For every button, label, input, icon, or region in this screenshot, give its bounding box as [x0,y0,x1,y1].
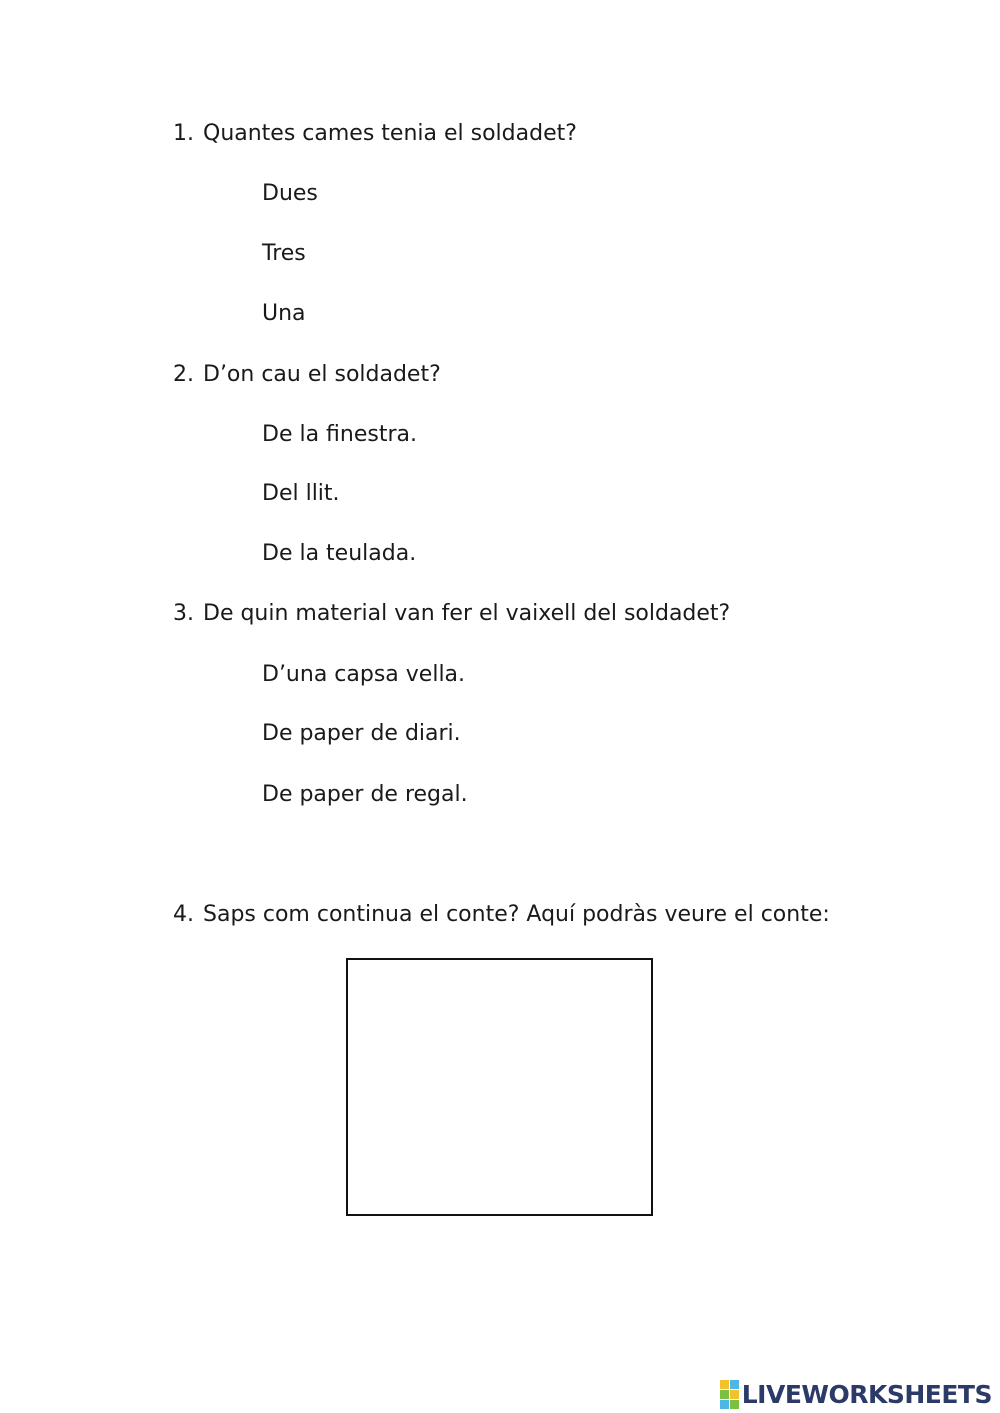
option-3-b[interactable]: De paper de diari. [262,721,461,746]
brand-text: LIVEWORKSHEETS [741,1379,992,1409]
question-number: 3. [173,601,194,626]
liveworksheets-logo-icon [720,1380,739,1409]
option-3-c[interactable]: De paper de regal. [262,782,468,807]
question-number: 2. [173,362,194,387]
video-embed-box[interactable] [346,958,653,1216]
question-1 [173,121,577,147]
option-1-c[interactable]: Una [262,301,306,326]
question-text: Saps com continua el conte? Aquí podràs veure el conte: [203,902,830,927]
option-3-a[interactable]: D’una capsa vella. [262,662,466,687]
question-2 [173,362,441,388]
question-number: 4. [173,902,194,927]
question-4 [173,902,830,928]
question-number: 1. [173,121,194,146]
question-3 [173,601,730,627]
option-2-c[interactable]: De la teulada. [262,541,417,566]
question-text: De quin material van fer el vaixell del soldadet? [203,601,731,626]
question-text: Quantes cames tenia el soldadet? [203,121,577,146]
option-1-b[interactable]: Tres [262,241,306,266]
option-2-a[interactable]: De la finestra. [262,422,417,447]
liveworksheets-brand [720,1380,992,1408]
option-2-b[interactable]: Del llit. [262,481,340,506]
option-1-a[interactable]: Dues [262,181,318,206]
question-text: D’on cau el soldadet? [203,362,441,387]
